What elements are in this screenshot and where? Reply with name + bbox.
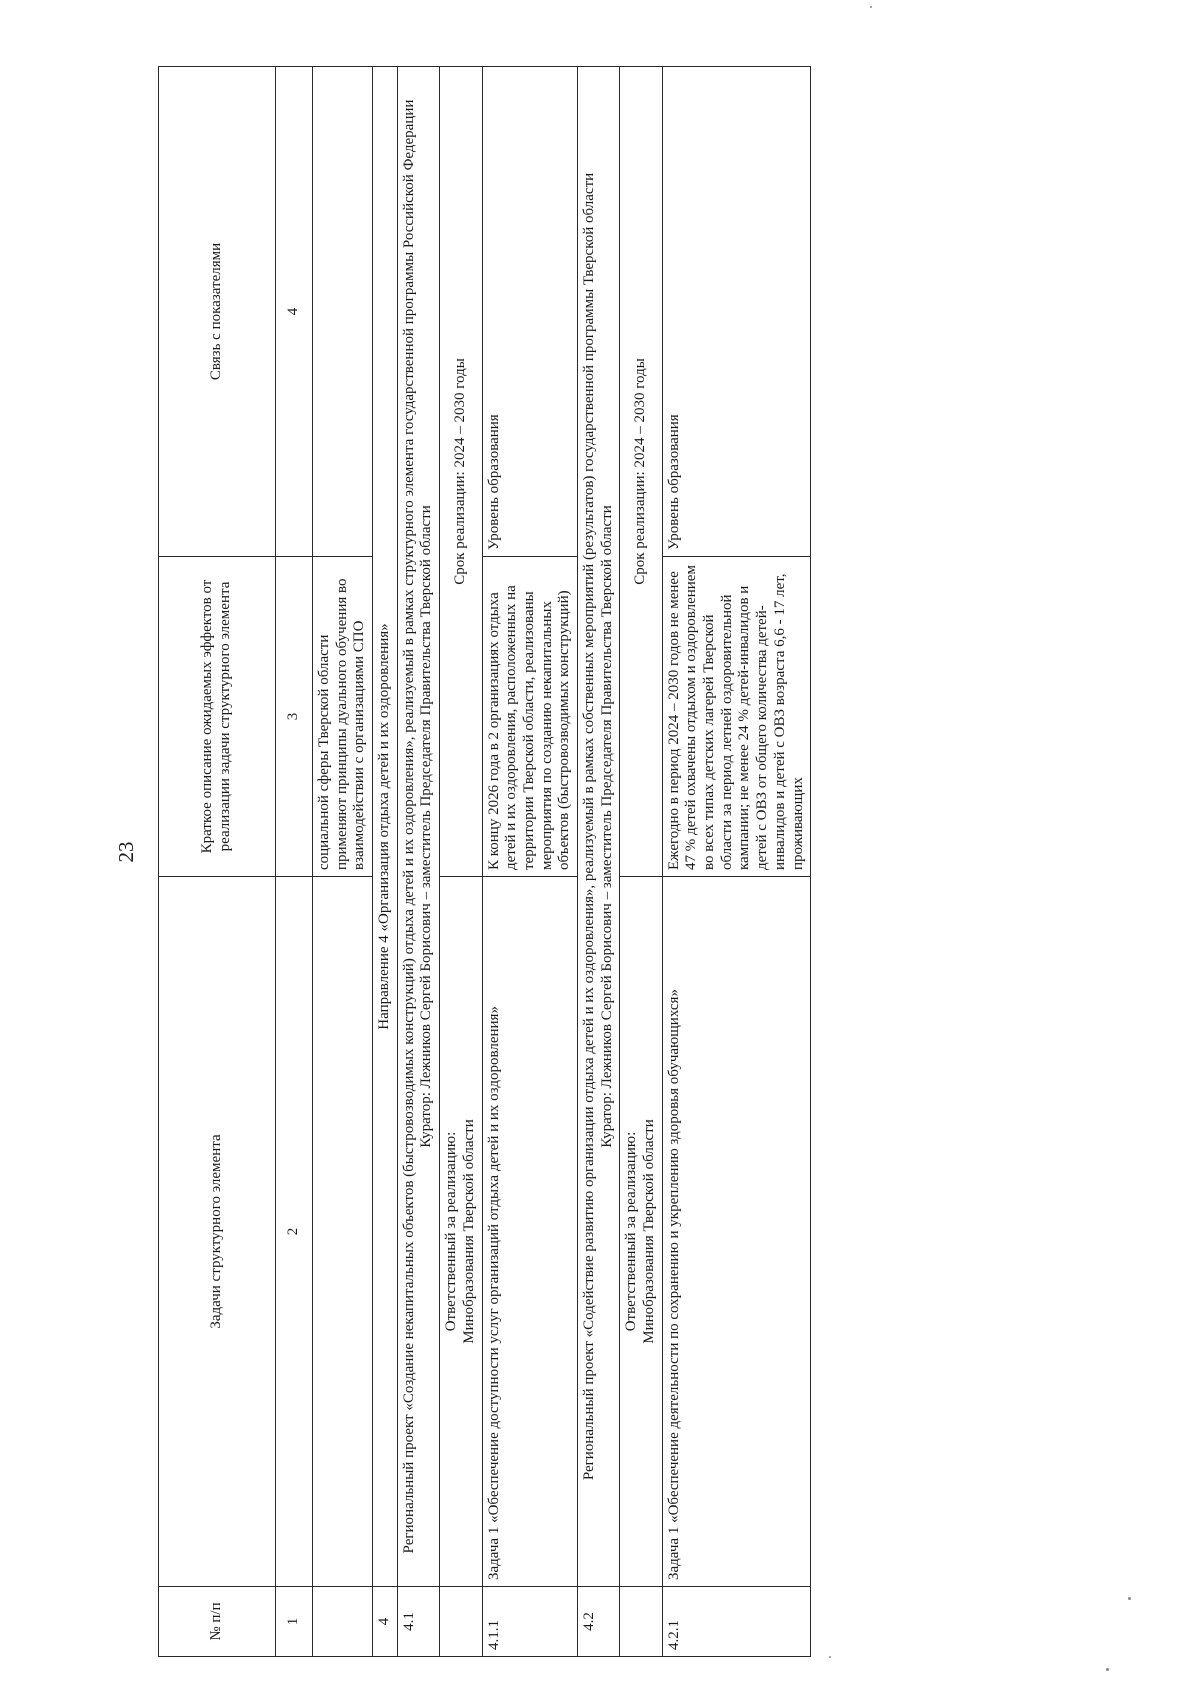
direction-row [373, 67, 398, 1657]
project-4-1-responsible-label: Ответственный за реализацию: [443, 1131, 460, 1332]
column-number-1: 1 [276, 1587, 313, 1657]
task-4-1-1-task: Задача 1 «Обеспечение доступности услуг организаций отдыха детей и их оздоровления» [482, 877, 577, 1587]
project-4-1-responsible-cell [440, 877, 482, 1587]
project-4-1-cell [397, 67, 439, 1587]
scan-speck [1128, 1597, 1131, 1600]
project-4-2-row [577, 67, 619, 1657]
scan-speck [829, 1656, 831, 1658]
task-4-2-1-row [662, 67, 811, 1657]
column-number-3: 3 [276, 557, 313, 877]
column-number-row [276, 67, 313, 1657]
table-header-row [159, 67, 276, 1657]
project-4-2-cell [577, 67, 619, 1587]
continuation-effects: социальной сферы Тверской области применяют принципы дуального обучения во взаимодействии с организациями СПО [313, 557, 373, 877]
page-number: 23 [114, 841, 138, 863]
header-link: Связь с показателями [159, 67, 276, 557]
project-4-1-curator: Куратор: Лежников Сергей Борисович – заместитель Председателя Правительства Тверской области [418, 505, 435, 1148]
structural-element-table [158, 66, 811, 1657]
task-4-1-1-link: Уровень образования [482, 67, 577, 557]
project-4-1-responsible: Минобразования Тверской области [460, 1119, 477, 1344]
task-4-1-1-row [482, 67, 577, 1657]
column-number-2: 2 [276, 877, 313, 1587]
project-4-2-responsible: Минобразования Тверской области [641, 1119, 657, 1344]
task-4-1-1-num: 4.1.1 [482, 1587, 577, 1657]
project-4-2-responsible-cell [620, 877, 662, 1587]
project-4-1-responsible-row [440, 67, 482, 1657]
scan-speck [870, 6, 872, 8]
project-4-1-title: Региональный проект «Создание некапитальных объектов (быстровозводимых конструкций) отдыха детей и их оздоровления», реализуемый в рамках структурного элемента государственной программы Российской Федерации [400, 99, 417, 1554]
scan-speck [1106, 1668, 1109, 1671]
project-4-2-responsible-row [620, 67, 662, 1657]
project-4-1-row [397, 67, 439, 1657]
project-4-2-term: Срок реализации: 2024 – 2030 годы [620, 67, 662, 877]
task-4-2-1-task: Задача 1 «Обеспечение деятельности по сохранению и укреплению здоровья обучающихся» [662, 877, 811, 1587]
task-4-2-1-num: 4.2.1 [662, 1587, 811, 1657]
task-4-2-1-link: Уровень образования [662, 67, 811, 557]
header-num: № п/п [159, 1587, 276, 1657]
project-4-1-num: 4.1 [397, 1587, 439, 1657]
rotated-page-content [158, 67, 1126, 1657]
project-4-2-responsible-label: Ответственный за реализацию: [623, 1131, 640, 1332]
header-effects: Краткое описание ожидаемых эффектов от реализации задачи структурного элемента [159, 557, 276, 877]
project-4-1-term: Срок реализации: 2024 – 2030 годы [440, 67, 482, 877]
direction-title: Направление 4 «Организация отдыха детей и их оздоровления» [373, 67, 398, 1587]
table-row-continuation [313, 67, 373, 1657]
column-number-4: 4 [276, 67, 313, 557]
project-4-2-num: 4.2 [577, 1587, 619, 1657]
header-tasks: Задачи структурного элемента [159, 877, 276, 1587]
project-4-2-title: Региональный проект «Содействие развитию организации отдыха детей и их оздоровления», реализуемый в рамках собственных мероприятий (результатов) государственной программы Тверской области [580, 172, 597, 1481]
direction-num: 4 [373, 1587, 398, 1657]
project-4-2-curator: Куратор: Лежников Сергей Борисович – заместитель Председателя Правительства Тверской области [598, 505, 615, 1148]
task-4-1-1-effect: К концу 2026 года в 2 организациях отдыха детей и их оздоровления, расположенных на территории Тверской области, реализованы мероприятия по созданию некапитальных объектов (быстровозводимых конструкций) [482, 557, 577, 877]
task-4-2-1-effect: Ежегодно в период 2024 – 2030 годов не менее 47 % детей охвачены отдыхом и оздоровлением во всех типах детских лагерей Тверской области за период летней оздоровительной кампании; не менее 24 % детей-инвалидов и детей с ОВЗ от общего количества детей-инвалидов и детей с ОВЗ возраста 6,6 - 17 лет, проживающих [662, 557, 811, 877]
